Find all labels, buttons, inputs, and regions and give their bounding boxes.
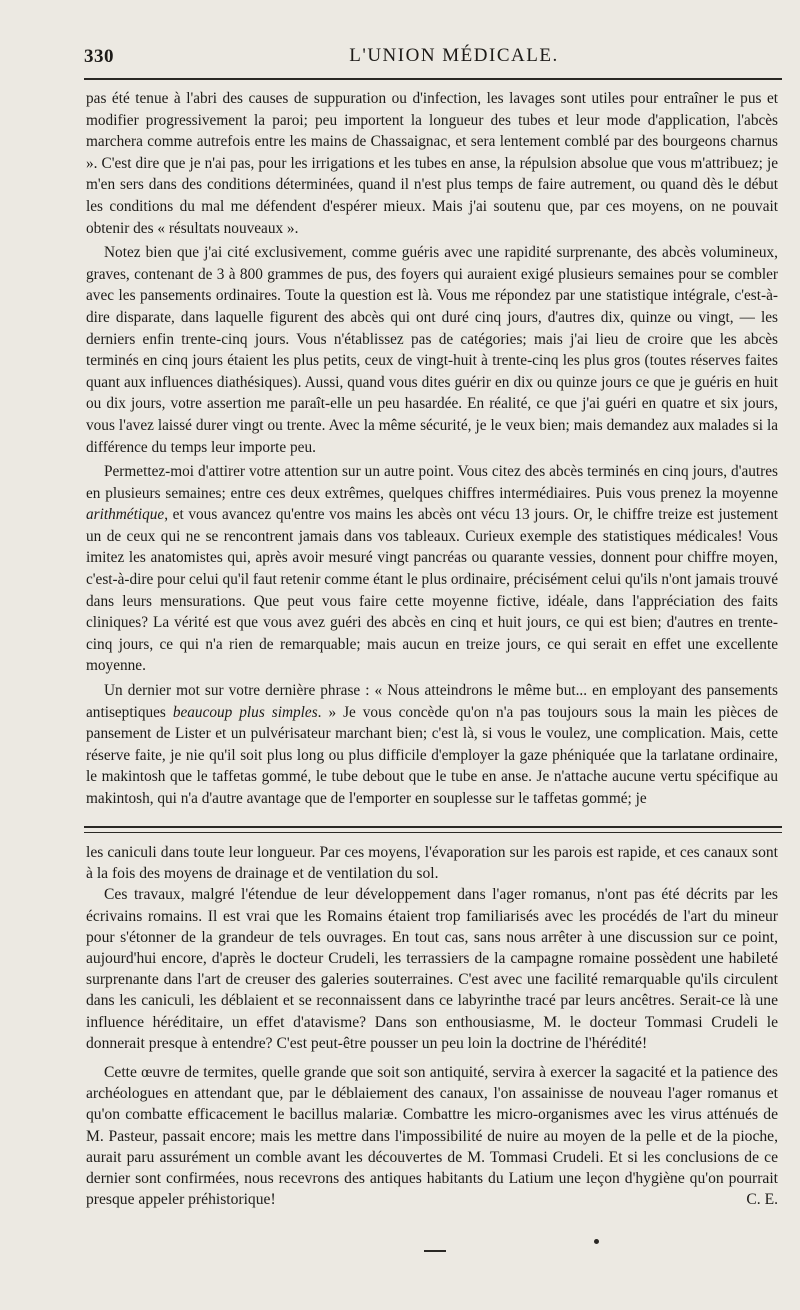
paragraph (86, 461, 778, 677)
author-signature: C. E. (746, 1191, 778, 1209)
text-run: Permettez-moi d'attirer votre attention sur un autre point. Vous citez des abcès terminés en cinq jours, d'autres en plusieurs semaines; entre ces deux extrêmes, quelques chiffres intermédiaires. Puis vous prenez la moyenne (86, 463, 778, 502)
text-run: Cette œuvre de termites, quelle grande que soit son antiquité, servira à exercer la sagacité et la patience des archéologues en attendant que, par le déblaiement des canaux, l'on assainisse de nouveau l'ager romanus et qu'on combatte efficacement le bacillus malariæ. Combattre les micro-organismes avec les virus atténués de M. Pasteur, passait encore; mais les mettre dans l'impossibilité de nuire au moyen de la pelle et de la pioche, aurait paru assurément un comble avant les découvertes de M. Tommasi Crudeli. Et si les conclusions de ce dernier sont confirmées, nous recevrons des antiques habitants du Latium une leçon d'hygiène qu'on pourrait presque appeler préhistorique! (86, 1064, 778, 1209)
paragraph: Notez bien que j'ai cité exclusivement, comme guéris avec une rapidité surprenante, des abcès volumineux, graves, contenant de 3 à 800 grammes de pus, des foyers qui auraient exigé plusieurs semaines pour se combler avec les pansements ordinaires. Toute la question est là. Vous me répondez par une statistique intégrale, c'est-à-dire disparate, dans laquelle figurent des abcès qui ont duré cinq jours, d'autres dix, quinze ou vingt, — les derniers enfin trente-cinq jours. Vous n'établissez pas de catégories; mais j'ai lieu de croire que les abcès terminés en cinq jours étaient les plus petits, ceux de vingt-huit à trente-cinq les plus gros (toutes réserves faites quant aux influences diathésiques). Aussi, quand vous dites guérir en dix ou quinze jours ce que je guéris en huit ou dix jours, votre assertion me paraît-elle un peu hasardée. En réalité, ce que j'ai guéri en quatre et six jours, vous l'avez laissé durer vingt ou trente. Avec la même sécurité, je le veux bien; mais demandez aux malades si la différence du temps leur importe peu. (86, 244, 778, 456)
lower-article (86, 842, 778, 1210)
paragraph (86, 680, 778, 810)
header-rule (84, 78, 782, 80)
paragraph: les caniculi dans toute leur longueur. Par ces moyens, l'évaporation sur les parois est rapide, et ces canaux sont à la fois des moyens de drainage et de ventilation du sol. (86, 844, 778, 883)
text-run: . » Je vous concède qu'on n'a pas toujours sous la main les pièces de pansement de Lister et un pulvérisateur marchant bien; c'est là, si vous le voulez, une complication. Mais, cette réserve faite, je nie qu'il soit plus long ou plus difficile d'employer la gaze phéniquée que la tarlatane ordinaire, le makintosh que le taffetas gommé, le tube debout que le tube en anse. Je n'attache aucune vertu spécifique au makintosh, qui n'a d'autre avantage que de l'emporter en souplesse sur le taffetas gommé; je (86, 703, 778, 807)
section-divider (84, 826, 782, 833)
upper-article (86, 88, 778, 810)
page-number: 330 (84, 46, 114, 67)
paragraph: pas été tenue à l'abri des causes de suppuration ou d'infection, les lavages sont utiles pour entraîner le pus et modifier progressivement la paroi; peu importent la longueur des tubes et leur mode d'application, l'abcès marchera comme autrefois entre les mains de Chassaignac, et sera lentement comblé par des bourgeons charnus ». C'est dire que je n'ai pas, pour les irrigations et les tubes en anse, la répulsion absolue que vous m'attribuez; je m'en sers dans des conditions déterminées, quand il n'est plus temps de faire autrement, ou quand dès le début les conditions du mal me défendent d'espérer mieux. Mais j'ai soutenu que, par ces moyens, on ne pouvait obtenir des « résultats nouveaux ». (86, 90, 778, 237)
emphasis: arithmétique (86, 506, 165, 524)
ink-dot (594, 1239, 599, 1244)
text-run: , et vous avancez qu'entre vos mains les abcès ont vécu 13 jours. Or, le chiffre treize est justement un de ceux qui ne se rencontrent jamais dans vos tableaux. Curieux exemple des statistiques médicales! Vous imitez les anatomistes qui, après avoir mesuré vingt pancréas ou quarante vessies, donnent pour chiffre moyen, c'est-à-dire pour celui qu'il faut retenir comme étant le plus ordinaire, précisément celui qu'ils n'ont jamais trouvé dans leurs mensurations. Que peut vous faire cette moyenne fictive, idéale, dans l'appréciation des faits cliniques? La vérité est que vous avez guéri des abcès en cinq et huit jours, ce qui est bien; d'autres en trente-cinq jours, ce qui n'a rien de remarquable; mais aucun en treize jours, ce qui serait en effet une excellente moyenne. (86, 506, 778, 675)
page-header (84, 40, 784, 74)
emphasis: beaucoup plus simples (172, 703, 318, 721)
paragraph: Ces travaux, malgré l'étendue de leur développement dans l'ager romanus, n'ont pas été décrits par les écrivains romains. Il est vrai que les Romains étaient trop familiarisés avec les procédés de l'art du mineur pour s'étonner de la grandeur de tels ouvrages. En tout cas, sans nous arrêter à une discussion sur ce point, aujourd'hui encore, d'après le docteur Crudeli, les terrassiers de la campagne romaine possèdent une habileté surprenante dans l'art de creuser des galeries souterraines. C'est avec une facilité remarquable qu'ils circulent dans les caniculi, les déblaient et se reconnaissent dans ce labyrinthe tracé par leurs ancêtres. Serait-ce là une influence héréditaire, un effet d'atavisme? Dans son enthousiasme, M. le docteur Tommasi Crudeli le donnerait presque à entendre? C'est peut-être pousser un peu loin la doctrine de l'hérédité! (86, 886, 778, 1052)
text-run: Un dernier mot sur votre dernière phrase : « Nous atteindrons le même but... en employant des pansements antiseptiques (86, 682, 778, 721)
paragraph (86, 1062, 778, 1210)
end-dash (424, 1250, 446, 1252)
running-head: L'UNION MÉDICALE. (349, 45, 559, 66)
